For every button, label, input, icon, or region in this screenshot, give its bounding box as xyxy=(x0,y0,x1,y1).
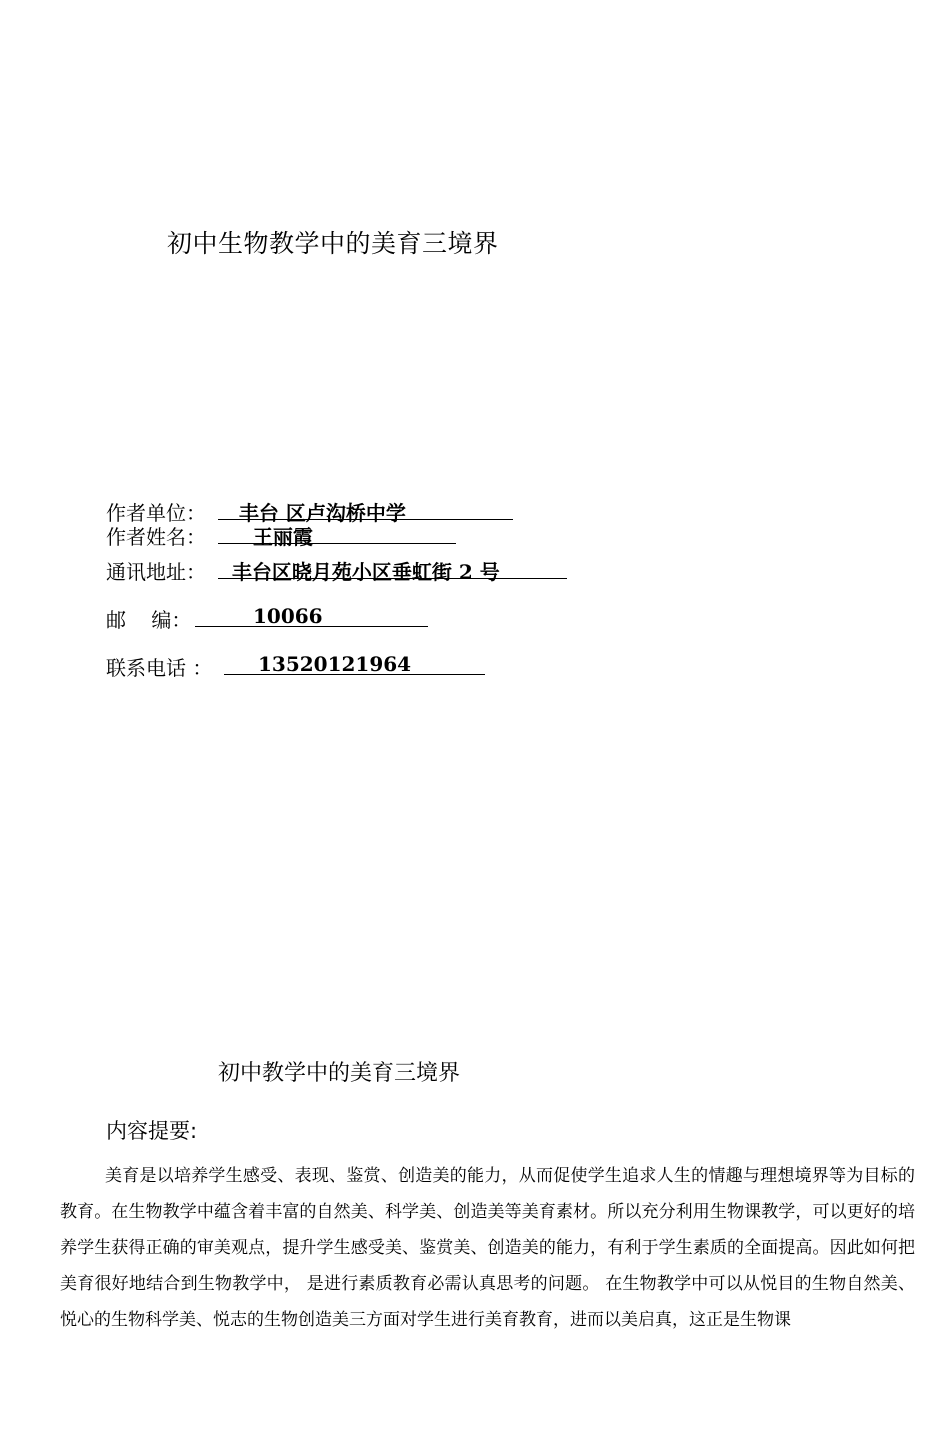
document-title: 初中生物教学中的美育三境界 xyxy=(167,229,499,258)
author-name-label: 作者姓名： xyxy=(106,525,206,549)
section-subtitle: 初中教学中的美育三境界 xyxy=(218,1061,461,1086)
phone-label: 联系电话 ： xyxy=(106,656,213,680)
author-name-value: 王丽霞 xyxy=(218,525,313,549)
postcode-value: 10066 xyxy=(253,604,323,628)
abstract-paragraph: 美育是以培养学生感受、表现、鉴赏、创造美的能力，从而促使学生追求人生的情趣与理想境界等为目标的教育。在生物教学中蕴含着丰富的自然美、科学美、创造美等美育素材。所以充分利用生物课教学，可以更好的培养学生获得正确的审美观点，提升学生感受美、鉴赏美、创造美的能力，有利于学生素质的全面提高。因此如何把美育很好地结合到生物教学中， 是进行素质教育必需认真思考的问题。 在生物教学中可以从悦目的生物自然美、悦心的生物科学美、悦志的生物创造美三方面对学生进行美育教育，进而以美启真，这正是生物课 xyxy=(60,1166,915,1330)
abstract-heading: 内容提要: xyxy=(106,1119,198,1143)
author-unit-value: 丰台 区卢沟桥中学 xyxy=(218,501,406,525)
phone-value: 13520121964 xyxy=(258,652,412,676)
address-label: 通讯地址： xyxy=(106,560,206,584)
postcode-label: 邮 编： xyxy=(106,608,192,632)
address-value: 丰台区晓月苑小区垂虹街 2 号 xyxy=(218,560,500,584)
author-unit-label: 作者单位： xyxy=(106,501,206,525)
